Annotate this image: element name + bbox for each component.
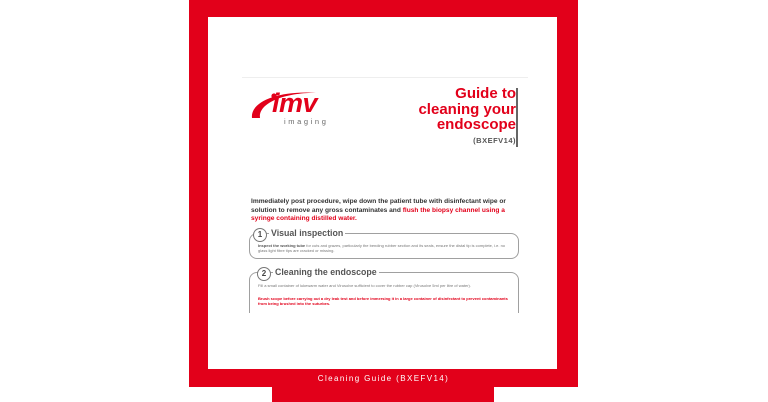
section-2-title: Cleaning the endoscope	[275, 267, 377, 277]
section-2-box	[249, 272, 519, 313]
section-1-title: Visual inspection	[271, 228, 344, 238]
footer-caption: Cleaning Guide (BXEFV14)	[317, 374, 450, 383]
title-line-3: endoscope	[436, 116, 516, 133]
document-page	[208, 17, 557, 369]
title-line-1: Guide to	[455, 85, 516, 102]
section-1-lead: Inspect the working tube	[258, 243, 306, 248]
logo-wordmark: imv	[272, 88, 318, 118]
section-2-warning: Brush scope before carrying out a dry leak test and before immersing it in a large container of disinfectant to prevent contaminants from being brushed into the suturbes.	[258, 296, 508, 306]
intro-paragraph	[251, 198, 516, 224]
model-code: (BXEFV14)	[473, 136, 516, 145]
title-accent-bar	[516, 88, 518, 147]
title-line-2: cleaning your	[418, 100, 516, 118]
logo-subtitle: imaging	[284, 117, 329, 126]
intro-highlight: flush the biopsy channel using a syringe containing distilled water.	[251, 206, 505, 223]
section-2-text: Fill a small container of lukewarm water and Virusolve sufficient to cover the rubber cap (Virusolve 5ml per litre of water).	[258, 283, 471, 288]
section-2-number: 2	[257, 267, 271, 281]
page-title	[418, 86, 516, 133]
top-divider	[242, 77, 528, 78]
section-1-body: for cuts and grazes, particularly the bending rubber section and its seals, ensure the distal tip is complete, i.e. no glass light fibre tips are cracked or missing.	[258, 243, 506, 253]
section-1-number: 1	[253, 228, 267, 242]
section-1-text	[258, 243, 512, 253]
intro-text: Immediately post procedure, wipe down the patient tube with disinfectant wipe or solution to remove any gross contaminates and	[251, 198, 506, 214]
bottom-tab	[272, 387, 494, 402]
